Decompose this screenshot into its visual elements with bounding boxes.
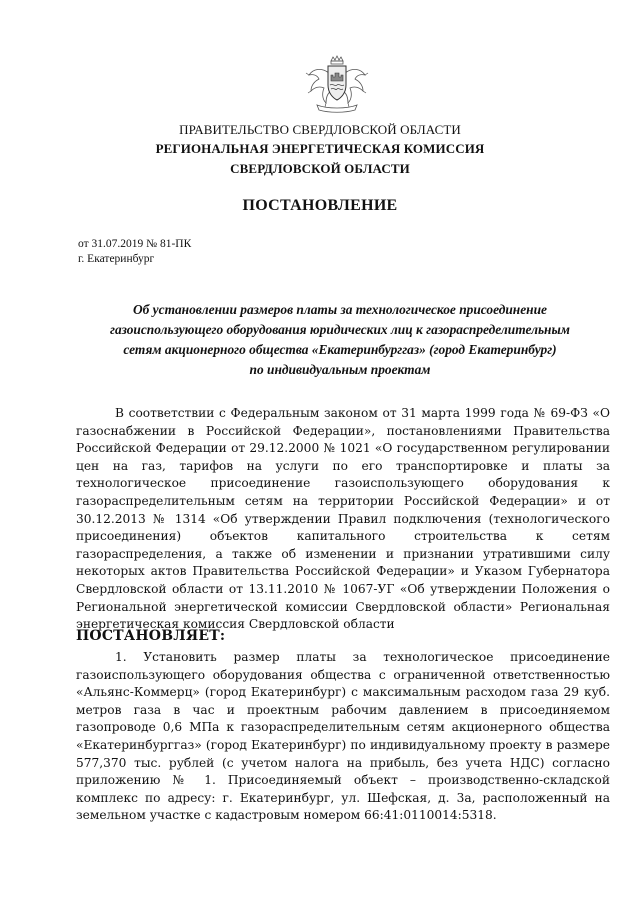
document-type-heading: ПОСТАНОВЛЕНИЕ <box>242 197 398 214</box>
document-title <box>90 300 590 380</box>
org-name-government: ПРАВИТЕЛЬСТВО СВЕРДЛОВСКОЙ ОБЛАСТИ <box>179 122 461 137</box>
preamble-paragraph: В соответствии с Федеральным законом от 31 марта 1999 года № 69-ФЗ «О газоснабжении в Российской Федерации», постановлениями Правительства Российской Федерации от 29.12.2000 № 1021 «О государственном регулировании цен на газ, тарифов на услуги по его транспортировке и платы за технологическое присоединение газоиспользующего оборудования к газораспределительным сетям на территории Российской Федерации» и от 30.12.2013 № 1314 «Об утверждении Правил подключения (технологического присоединения) объектов капитального строительства к сетям газораспределения, а также об изменении и признании утратившими силу некоторых актов Правительства Российской Федерации» и Указом Губернатора Свердловской области от 13.11.2010 № 1067-УГ «Об утверждении Положения о Региональной энергетической комиссии Свердловской области» Региональная энергетическая комиссия Свердловской области <box>76 406 610 632</box>
document-title-line: Об установлении размеров платы за технологическое присоединение <box>132 302 547 317</box>
org-name-commission: РЕГИОНАЛЬНАЯ ЭНЕРГЕТИЧЕСКАЯ КОМИССИЯ <box>155 141 485 156</box>
resolves-heading: ПОСТАНОВЛЯЕТ: <box>76 628 226 644</box>
resolution-item-1: 1. Установить размер платы за технологическое присоединение газоиспользующего оборудования общества с ограниченной ответственностью «Альянс-Коммерц» (город Екатеринбург) с максимальным расходом газа 29 куб. метров газа в час и проектным рабочим давлением в присоединяемом газопроводе 0,6 МПа к газораспределительным сетям акционерного общества «Екатеринбурггаз» (город Екатеринбург) по индивидуальному проекту в размере 577,370 тыс. рублей (с учетом налога на прибыль, без учета НДС) согласно приложению № 1. Присоединяемый объект – производственно-складской комплекс по адресу: г. Екатеринбург, ул. Шефская, д. 3а, расположенный на земельном участке с кадастровым номером 66:41:0110014:5318. <box>76 650 610 823</box>
org-name-region: СВЕРДЛОВСКОЙ ОБЛАСТИ <box>230 161 410 176</box>
document-city: г. Екатеринбург <box>78 253 155 265</box>
document-title-line: газоиспользующего оборудования юридических лиц к газораспределительным <box>110 322 570 337</box>
sverdlovsk-coat-of-arms-icon <box>303 55 371 113</box>
document-title-line: по индивидуальным проектам <box>249 362 431 377</box>
document-date-number: от 31.07.2019 № 81-ПК <box>78 238 192 250</box>
document-title-line: сетям акционерного общества «Екатеринбурггаз» (город Екатеринбург) <box>123 342 557 357</box>
